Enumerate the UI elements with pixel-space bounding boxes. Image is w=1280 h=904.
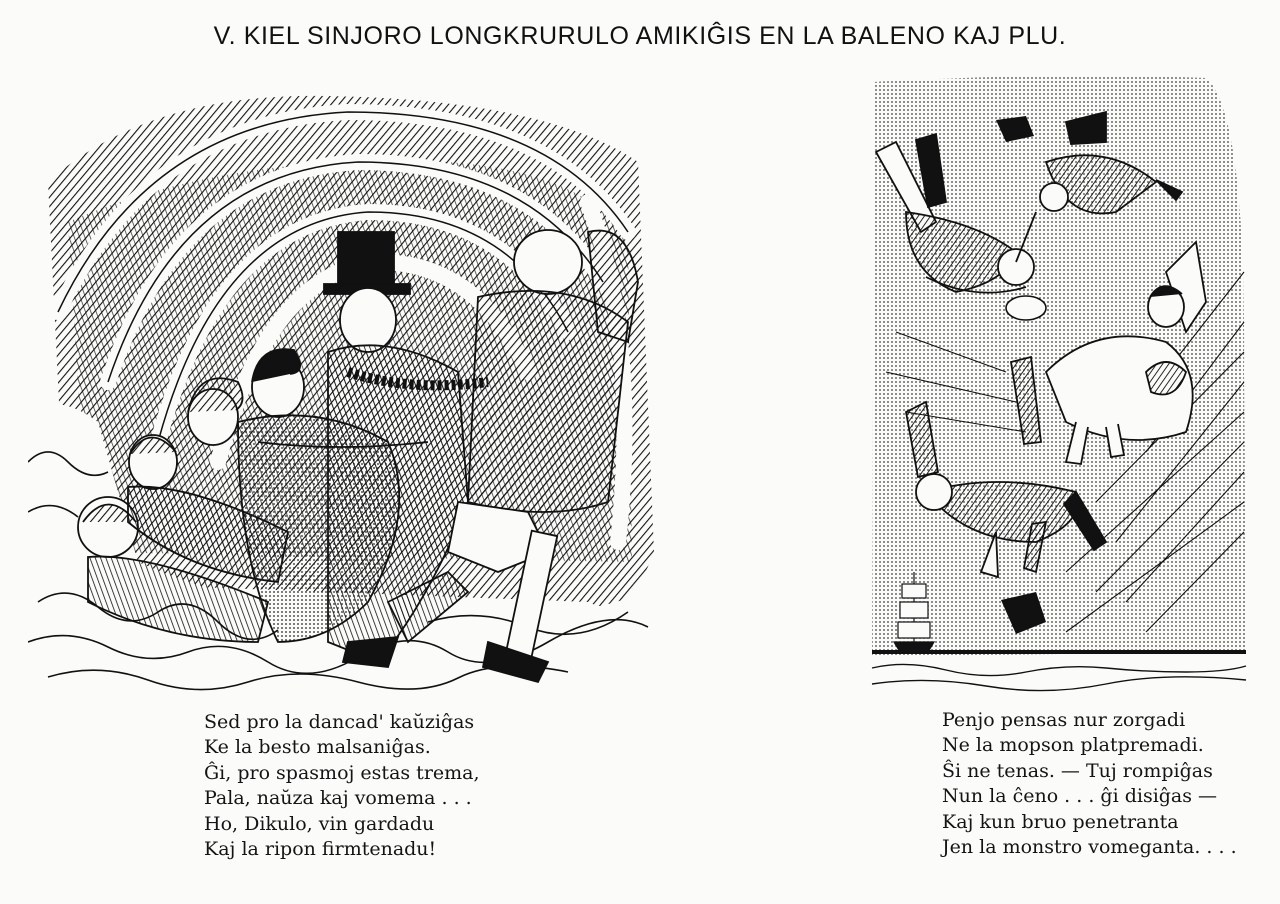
people-falling-from-whale-illustration [866, 72, 1252, 698]
verse-line: Nun la ĉeno . . . ĝi disiĝas — [942, 785, 1218, 808]
verse-line: Pala, naŭza kaj vomema . . . [204, 787, 472, 810]
verse-line: Sed pro la dancad' kaŭziĝas [204, 711, 475, 733]
verse-line: Jen la monstro vomeganta. . . . [942, 836, 1237, 859]
page-title: V. KIEL SINJORO LONGKRURULO AMIKIĜIS EN LA BALENO KAJ PLU. [213, 22, 1067, 50]
verse-line: Ho, Dikulo, vin gardadu [204, 812, 435, 835]
verse-line: Ke la besto malsaniĝas. [204, 736, 431, 759]
falling-figures-illustration [866, 72, 1252, 698]
verse-line: Kaj la ripon firmtenadu! [204, 838, 437, 861]
verse-line: Ne la mopson platpremadi. [942, 734, 1204, 757]
whale-interior-crowd-illustration [28, 82, 664, 696]
verse-line: Ĝi, pro spasmoj estas trema, [204, 761, 480, 784]
verse-line: Kaj kun bruo penetranta [942, 810, 1179, 833]
whale-interior-illustration [28, 82, 664, 696]
verse-line: Ŝi ne tenas. — Tuj rompiĝas [942, 759, 1213, 782]
verse-line: Penjo pensas nur zorgadi [942, 709, 1186, 731]
verse-left [204, 710, 480, 862]
verse-right [942, 708, 1237, 860]
